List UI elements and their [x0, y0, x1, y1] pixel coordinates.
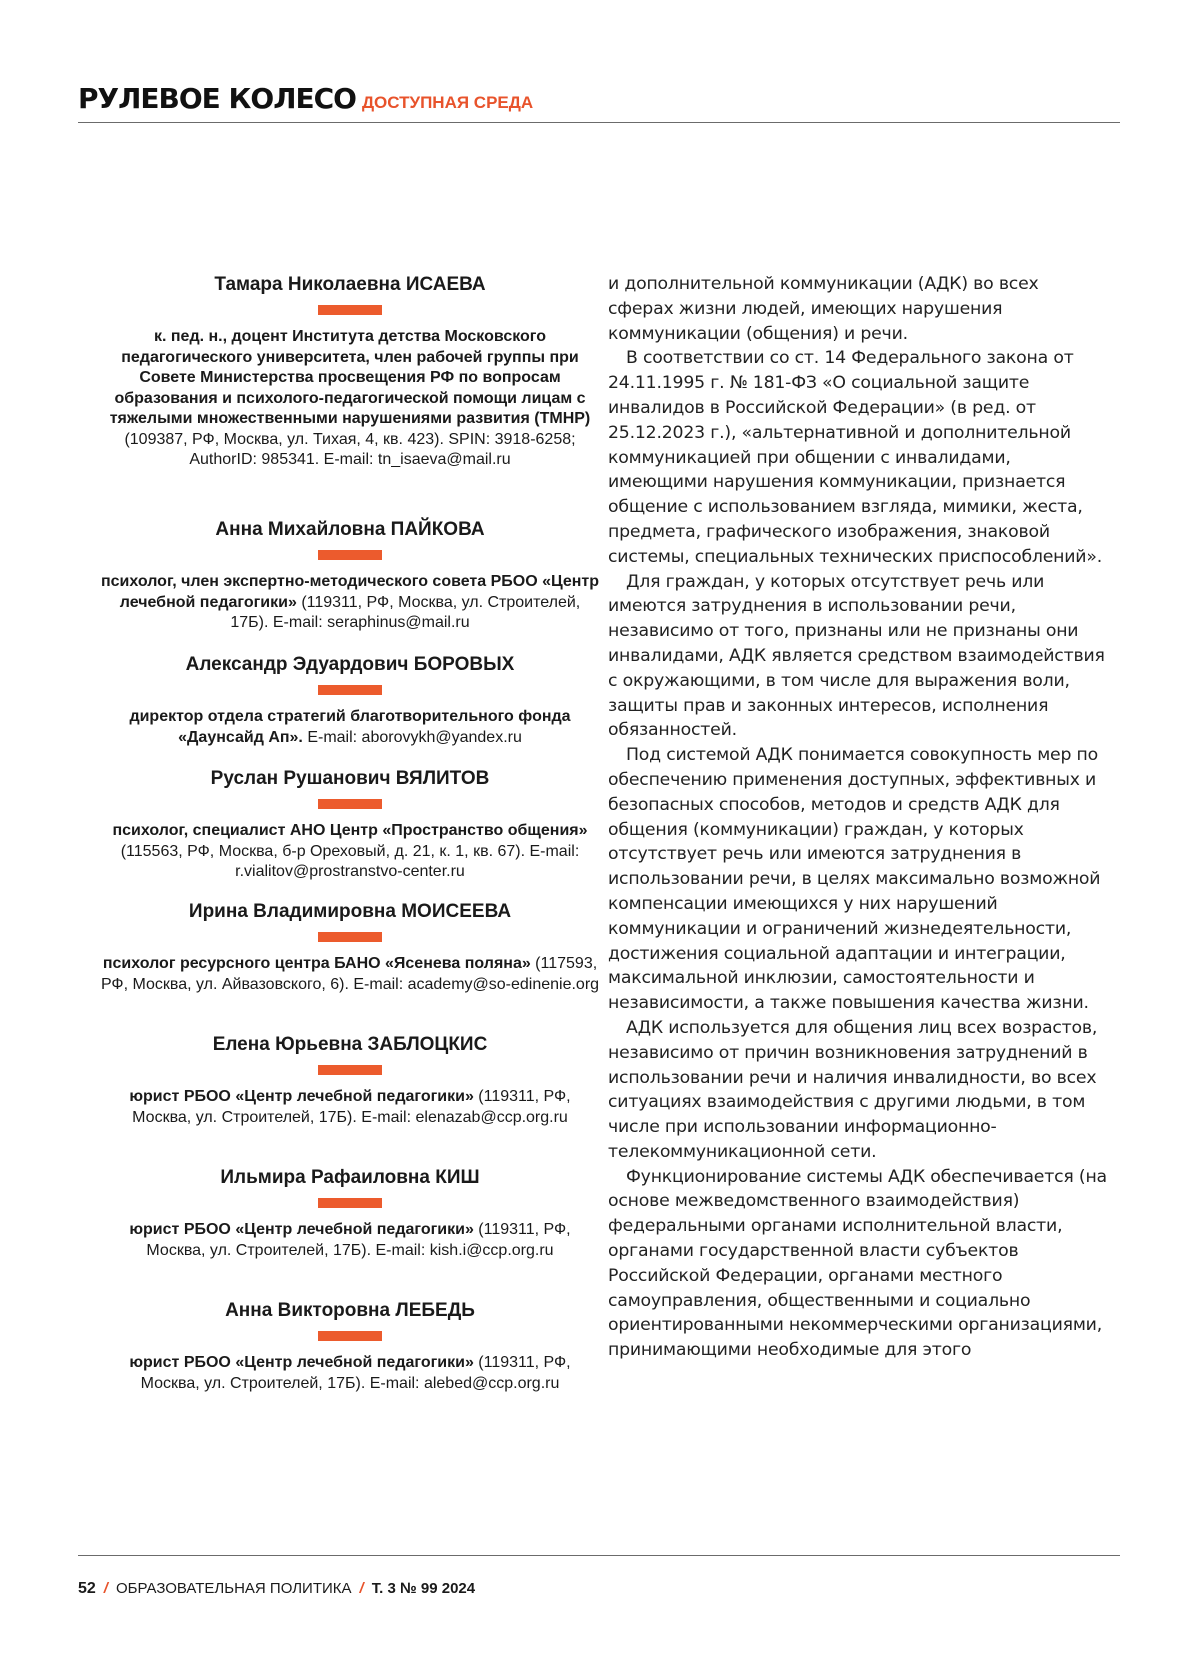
slash-separator: /	[104, 1580, 108, 1597]
author-contacts: E-mail: aborovykh@yandex.ru	[303, 729, 522, 746]
author-name: Ильмира Рафаиловна КИШ	[100, 1165, 600, 1191]
author-name: Ирина Владимировна МОИСЕЕВА	[100, 899, 600, 925]
author-block	[100, 272, 600, 517]
author-contacts: (119311, РФ, Москва, ул. Строителей, 17Б). E-mail: alebed@ccp.org.ru	[141, 1354, 571, 1392]
author-contacts: (119311, РФ, Москва, ул. Строителей, 17Б). E-mail: kish.i@ccp.org.ru	[146, 1221, 570, 1259]
red-divider	[318, 550, 382, 560]
author-affiliation	[100, 954, 600, 995]
red-divider	[318, 305, 382, 315]
page-header	[78, 82, 1120, 123]
author-name: Тамара Николаевна ИСАЕВА	[100, 272, 600, 298]
author-position: юрист РБОО «Центр лечебной педагогики»	[129, 1354, 473, 1371]
author-name: Анна Михайловна ПАЙКОВА	[100, 517, 600, 543]
author-affiliation	[100, 572, 600, 634]
author-block	[100, 1032, 600, 1165]
red-divider	[318, 1198, 382, 1208]
author-block	[100, 1298, 600, 1431]
section-subtitle: ДОСТУПНАЯ СРЕДА	[362, 93, 533, 112]
author-block	[100, 652, 600, 766]
page-number: 52	[78, 1580, 96, 1597]
body-paragraph: В соответствии со ст. 14 Федерального закона от 24.11.1995 г. № 181-ФЗ «О социальной защите инвалидов в Российской Федерации» (в ред. от 25.12.2023 г.), «альтернативной и дополнительной коммуникацией при общении с инвалидами, имеющими нарушения коммуникации, признается общение с использованием взгляда, мимики, жеста, предмета, графического изображения, знаковой системы, специальных технических приспособлений».	[608, 346, 1108, 569]
author-block	[100, 1165, 600, 1298]
author-name: Руслан Рушанович ВЯЛИТОВ	[100, 766, 600, 792]
slash-separator: /	[360, 1580, 364, 1597]
author-block	[100, 899, 600, 1032]
author-affiliation	[100, 821, 600, 883]
author-name: Анна Викторовна ЛЕБЕДЬ	[100, 1298, 600, 1324]
red-divider	[318, 1065, 382, 1075]
page-footer	[78, 1555, 1120, 1598]
author-block	[100, 766, 600, 899]
author-position: директор отдела стратегий благотворительного фонда «Даунсайд Ап».	[129, 708, 570, 746]
author-name: Елена Юрьевна ЗАБЛОЦКИС	[100, 1032, 600, 1058]
body-paragraph: АДК используется для общения лиц всех возрастов, независимо от причин возникновения затруднений в использовании речи и наличия инвалидности, во всех ситуациях взаимодействия с другими людьми, в том числе при использовании информационно-телекоммуникационной сети.	[608, 1016, 1108, 1165]
body-paragraph: Под системой АДК понимается совокупность мер по обеспечению применения доступных, эффективных и безопасных способов, методов и средств АДК для общения (коммуникации) граждан, у которых отсутствует речь или имеются затруднения в использовании речи, в целях максимально возможной компенсации имеющихся у них нарушений коммуникации и ограничений жизнедеятельности, достижения социальной адаптации и интеграции, максимальной инклюзии, самостоятельности и независимости, а также повышения качества жизни.	[608, 743, 1108, 1016]
author-affiliation	[100, 1087, 600, 1128]
article-body	[608, 272, 1108, 1363]
red-divider	[318, 932, 382, 942]
journal-name: ОБРАЗОВАТЕЛЬНАЯ ПОЛИТИКА	[116, 1580, 352, 1597]
author-affiliation	[100, 707, 600, 748]
author-contacts: (109387, РФ, Москва, ул. Тихая, 4, кв. 423). SPIN: 3918-6258; AuthorID: 985341. E-mail: tn_isaeva@mail.ru	[124, 431, 575, 469]
author-position: психолог, специалист АНО Центр «Пространство общения»	[112, 822, 587, 839]
author-position: психолог ресурсного центра БАНО «Ясенева поляна»	[103, 955, 531, 972]
author-contacts: (117593, РФ, Москва, ул. Айвазовского, 6). E-mail: academy@so-edinenie.org	[101, 955, 599, 993]
author-position: психолог, член экспертно-методического совета РБОО «Центр лечебной педагогики»	[101, 573, 599, 611]
red-divider	[318, 799, 382, 809]
red-divider	[318, 685, 382, 695]
section-title: РУЛЕВОЕ КОЛЕСО	[78, 82, 356, 115]
authors-column	[100, 272, 600, 1431]
author-contacts: (119311, РФ, Москва, ул. Строителей, 17Б). E-mail: elenazab@ccp.org.ru	[132, 1088, 570, 1126]
author-affiliation	[100, 1353, 600, 1394]
body-paragraph: и дополнительной коммуникации (АДК) во всех сферах жизни людей, имеющих нарушения коммуникации (общения) и речи.	[608, 272, 1108, 346]
red-divider	[318, 1331, 382, 1341]
author-position: к. пед. н., доцент Института детства Московского педагогического университета, член рабочей группы при Совете Министерства просвещения РФ по вопросам образования и психолого-педагогической помощи лицам с тяжелыми множественными нарушениями развития (ТМНР)	[110, 328, 591, 427]
issue-info: Т. 3 № 99 2024	[372, 1580, 475, 1597]
body-paragraph: Функционирование системы АДК обеспечивается (на основе межведомственного взаимодействия) федеральными органами исполнительной власти, органами государственной власти субъектов Российской Федерации, органами местного самоуправления, общественными и социально ориентированными некоммерческими организациями, принимающими необходимые для этого	[608, 1165, 1108, 1363]
author-affiliation	[100, 1220, 600, 1261]
author-contacts: (115563, РФ, Москва, б-р Ореховый, д. 21, к. 1, кв. 67). E-mail: r.vialitov@prostranstvo-center.ru	[121, 843, 580, 881]
author-contacts: (119311, РФ, Москва, ул. Строителей, 17Б). E-mail: seraphinus@mail.ru	[230, 594, 580, 632]
author-block	[100, 517, 600, 652]
body-paragraph: Для граждан, у которых отсутствует речь или имеются затруднения в использовании речи, независимо от того, признаны или не признаны они инвалидами, АДК является средством взаимодействия с окружающими, в том числе для выражения воли, защиты прав и законных интересов, исполнения обязанностей.	[608, 570, 1108, 744]
author-position: юрист РБОО «Центр лечебной педагогики»	[129, 1221, 473, 1238]
author-name: Александр Эдуардович БОРОВЫХ	[100, 652, 600, 678]
author-affiliation	[100, 327, 600, 471]
author-position: юрист РБОО «Центр лечебной педагогики»	[129, 1088, 473, 1105]
